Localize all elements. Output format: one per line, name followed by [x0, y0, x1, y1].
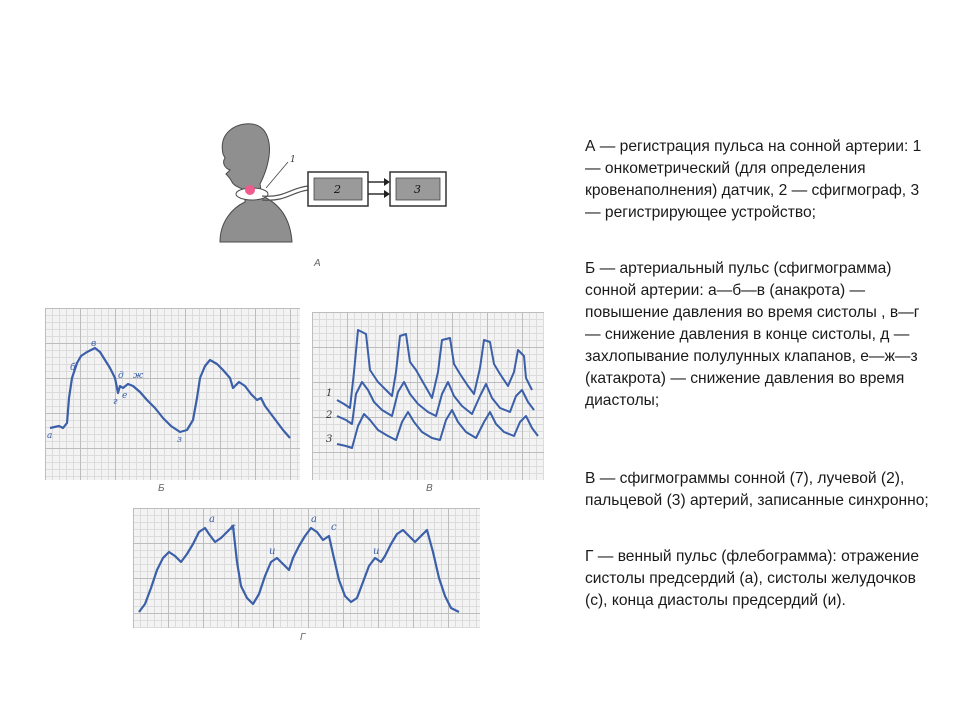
figure-b-chart	[45, 308, 300, 480]
label-v: в	[91, 339, 97, 349]
figure-d-chart	[133, 508, 480, 628]
paragraph-a: А — регистрация пульса на сонной артерии: 1 — онкометрический (для определения кровенаполнения) датчик, 2 — сфигмограф, 3 — регистрирующее устройство;	[585, 138, 922, 221]
figure-b-caption: Б	[158, 483, 165, 494]
paragraph-c: В — сфигмограммы сонной (7), лучевой (2), пальцевой (3) артерий, записанные синхронно;	[585, 470, 929, 509]
trace-label-1: 1	[326, 388, 333, 399]
label-d: д	[118, 371, 124, 381]
registration-diagram	[190, 110, 450, 250]
label-g: г	[113, 397, 118, 407]
label-i1: и	[269, 546, 276, 557]
label-z: з	[177, 435, 182, 445]
trace-1-carotid	[337, 330, 532, 408]
arrow-1-head	[384, 178, 390, 186]
head-silhouette	[220, 124, 292, 242]
label-a2: а	[311, 514, 317, 525]
label-c2: с	[331, 522, 337, 533]
figure-d-caption: Г	[300, 632, 306, 643]
box3-label: 3	[414, 183, 421, 196]
arrow-2-head	[384, 190, 390, 198]
sensor-leader	[266, 162, 288, 188]
oncometric-sensor	[245, 185, 255, 195]
figure-c-caption: В	[426, 483, 433, 494]
label-a1: а	[209, 514, 215, 525]
label-zh: ж	[133, 371, 144, 381]
figure-a	[190, 110, 450, 275]
paragraph-d: Г — венный пульс (флебограмма): отражение систолы предсердий (а), систолы желудочков (с), конца диастолы предсердий (и).	[585, 548, 920, 609]
figure-a-caption: А	[314, 258, 321, 269]
box2-label: 2	[334, 183, 341, 196]
label-i2: и	[373, 546, 380, 557]
label-e: е	[122, 391, 128, 401]
trace-3-digital	[337, 410, 538, 448]
label-a: а	[47, 431, 53, 441]
label-b: б	[70, 363, 76, 373]
carotid-pulse-trace	[50, 348, 290, 438]
sensor-tube-2	[262, 190, 308, 200]
figure-c-chart	[312, 312, 544, 480]
trace-label-2: 2	[326, 410, 333, 421]
venous-pulse-trace	[139, 526, 459, 612]
sensor-label: 1	[290, 155, 296, 165]
trace-label-3: 3	[326, 434, 333, 445]
paragraph-b: Б — артериальный пульс (сфигмограмма) сонной артерии: а—б—в (анакрота) — повышение давления во время систолы , в—г — снижение давления в конце систолы, д — захлопывание полулунных клапанов, е—ж—з (катакрота) — снижение давления во время диастолы;	[585, 260, 920, 409]
label-c1: с	[230, 522, 236, 533]
